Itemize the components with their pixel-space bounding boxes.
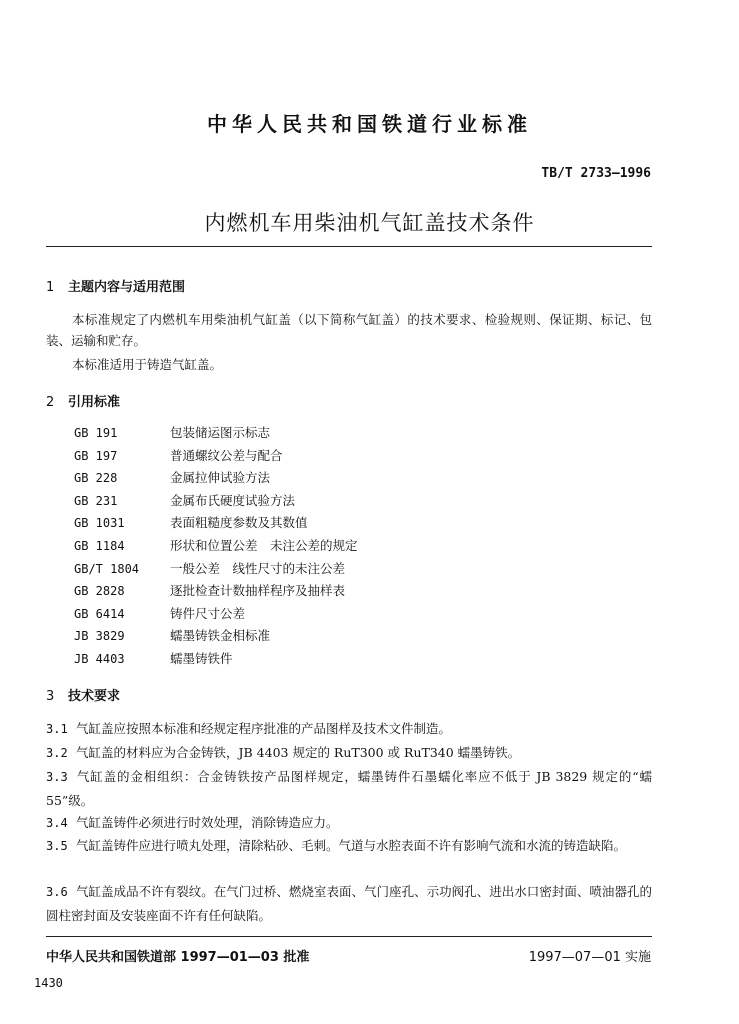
clause-item — [46, 811, 652, 835]
reference-name: 普通螺纹公差与配合 — [170, 447, 283, 463]
reference-name: 逐批检查计数抽样程序及抽样表 — [170, 583, 346, 599]
document-title: 内燃机车用柴油机气缸盖技术条件 — [204, 211, 535, 235]
clause-text: 气缸盖铸件必须进行时效处理，消除铸造应力。 — [76, 815, 339, 830]
title-divider — [46, 246, 652, 247]
reference-item — [74, 446, 358, 469]
reference-name: 表面粗糙度参数及其数值 — [170, 515, 308, 531]
reference-code: JB 3829 — [74, 629, 125, 644]
issuing-organization: 中华人民共和国铁道行业标准 — [207, 112, 532, 136]
section-1-heading — [46, 276, 185, 295]
section-title: 主题内容与适用范围 — [68, 280, 186, 295]
section-number: 2 — [46, 395, 55, 410]
footer-divider — [46, 936, 652, 937]
reference-name: 形状和位置公差 未注公差的规定 — [170, 537, 358, 553]
reference-list — [74, 423, 358, 672]
section-title: 技术要求 — [68, 689, 121, 704]
section-2-heading — [46, 391, 120, 410]
reference-item — [74, 536, 358, 559]
reference-item — [74, 649, 358, 672]
clause-item — [46, 741, 652, 765]
reference-item — [74, 513, 358, 536]
clause-number: 3.1 — [46, 722, 68, 736]
effective-date: 1997—07—01 实施 — [528, 950, 651, 965]
reference-code: JB 4403 — [74, 651, 125, 666]
clause-number: 3.3 — [46, 770, 68, 784]
reference-code: GB 1184 — [74, 538, 125, 553]
reference-item — [74, 559, 358, 582]
reference-name: 金属布氏硬度试验方法 — [170, 492, 296, 508]
reference-code: GB 231 — [74, 493, 118, 508]
clause-text: 气缸盖的金相组织：合金铸铁按产品图样规定，蠕墨铸件石墨蠕化率应不低于 JB 3829 规定的“蠕 55”级。 — [46, 769, 652, 808]
reference-name: 蠕墨铸铁件 — [170, 650, 233, 666]
clause-text: 气缸盖成品不许有裂纹。在气门过桥、燃烧室表面、气门座孔、示功阀孔、进出水口密封面、喷油器孔的圆柱密封面及安装座面不许有任何缺陷。 — [46, 884, 652, 923]
reference-name: 蠕墨铸铁金相标准 — [170, 628, 271, 644]
reference-code: GB/T 1804 — [74, 561, 140, 576]
reference-item — [74, 604, 358, 627]
clause-number: 3.6 — [46, 885, 68, 899]
clause-number: 3.2 — [46, 746, 68, 760]
clause-text: 气缸盖的材料应为合金铸铁，JB 4403 规定的 RuT300 或 RuT340 蠕墨铸铁。 — [76, 745, 521, 760]
page-number: 1430 — [34, 976, 63, 990]
standard-code: TB/T 2733—1996 — [541, 166, 651, 181]
clause-number: 3.5 — [46, 839, 68, 853]
reference-name: 一般公差 线性尺寸的未注公差 — [170, 560, 346, 576]
section-1-paragraph-1: 本标准规定了内燃机车用柴油机气缸盖（以下简称气缸盖）的技术要求、检验规则、保证期、标记、包装、运输和贮存。 — [46, 312, 652, 348]
reference-name: 金属拉伸试验方法 — [170, 470, 271, 486]
reference-code: GB 1031 — [74, 516, 125, 531]
clause-item — [46, 717, 652, 741]
reference-code: GB 2828 — [74, 584, 125, 599]
approval-line: 中华人民共和国铁道部 1997—01—03 批准 — [46, 950, 310, 965]
clause-item — [46, 880, 652, 927]
reference-name: 包装储运图示标志 — [170, 425, 271, 440]
reference-item — [74, 491, 358, 514]
clause-text: 气缸盖应按照本标准和经规定程序批准的产品图样及技术文件制造。 — [76, 721, 452, 736]
reference-code: GB 197 — [74, 448, 118, 463]
reference-item — [74, 468, 358, 491]
reference-item — [74, 626, 358, 649]
reference-item — [74, 423, 358, 446]
clause-item — [46, 765, 652, 812]
reference-item — [74, 581, 358, 604]
reference-code: GB 191 — [74, 426, 118, 440]
section-1-paragraph-2: 本标准适用于铸造气缸盖。 — [72, 357, 223, 372]
section-number: 3 — [46, 689, 55, 704]
section-title: 引用标准 — [68, 395, 121, 410]
section-number: 1 — [46, 280, 55, 295]
clause-number: 3.4 — [46, 816, 68, 830]
section-3-heading — [46, 685, 120, 704]
clause-text: 气缸盖铸件应进行喷丸处理，清除粘砂、毛刺。气道与水腔表面不许有影响气流和水流的铸造缺陷。 — [76, 838, 627, 853]
reference-code: GB 228 — [74, 471, 118, 486]
reference-name: 铸件尺寸公差 — [170, 605, 246, 621]
clause-item — [46, 834, 652, 858]
reference-code: GB 6414 — [74, 606, 125, 621]
